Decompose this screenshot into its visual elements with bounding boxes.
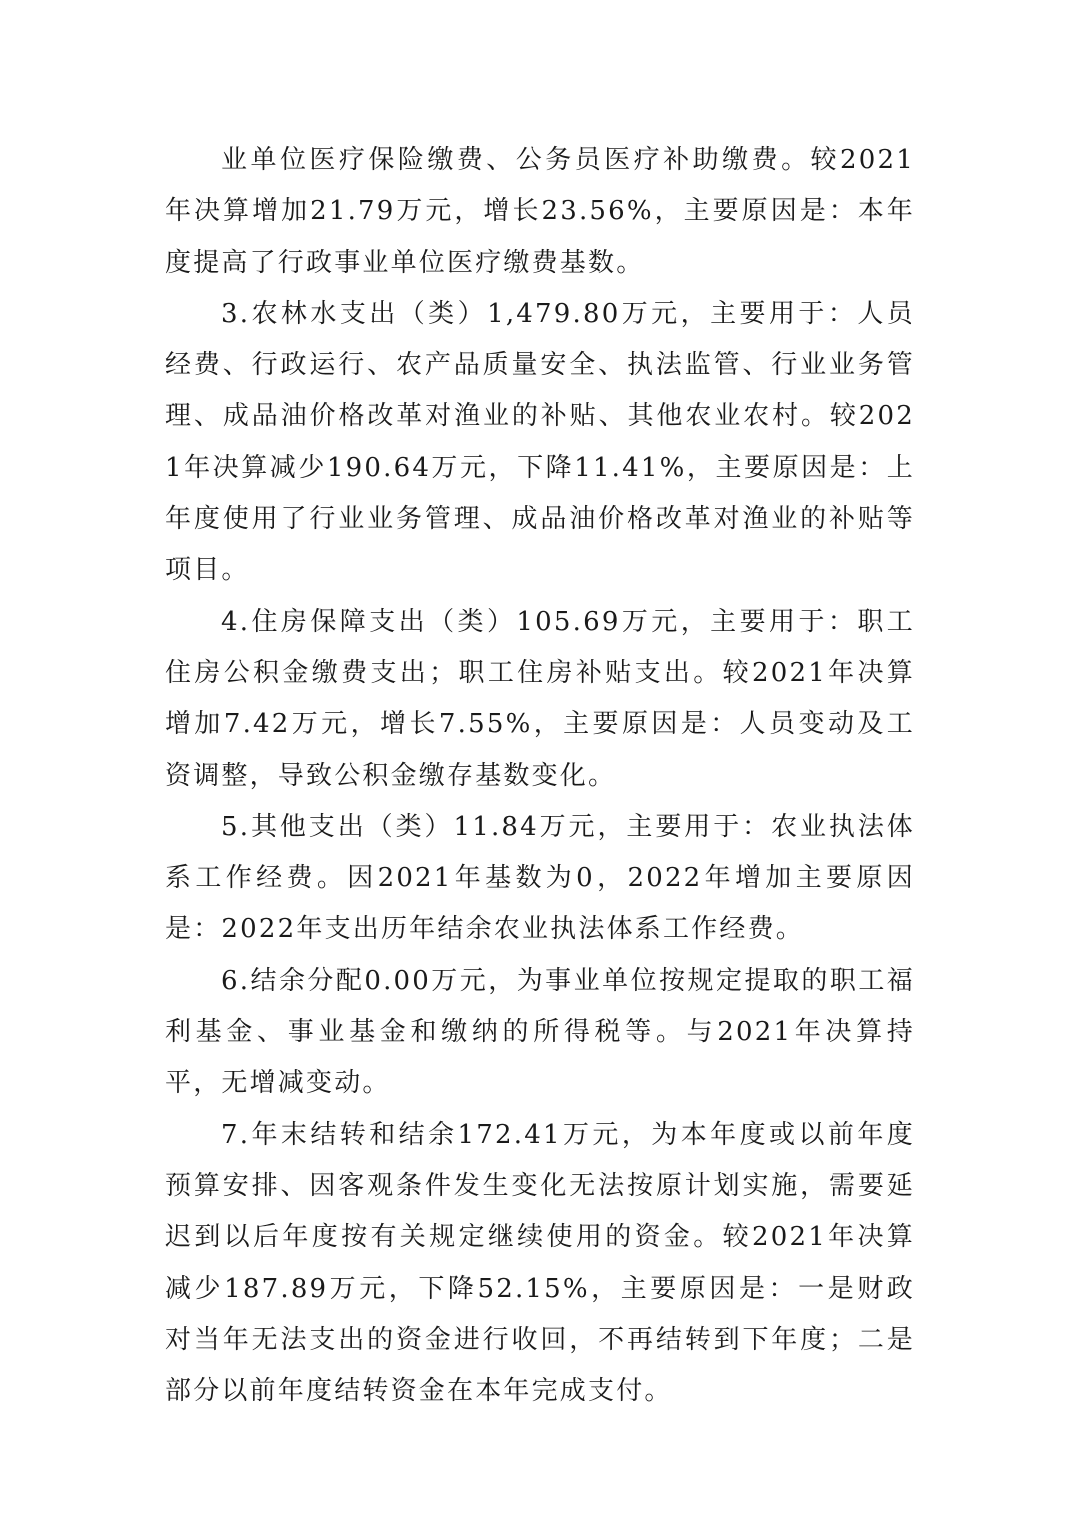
- paragraph-year-end-balance: 7.年末结转和结余172.41万元，为本年度或以前年度预算安排、因客观条件发生变化无法按原计划实施，需要延迟到以后年度按有关规定继续使用的资金。较2021年决算减少187.89万元，下降52.15%，主要原因是：一是财政对当年无法支出的资金进行收回，不再结转到下年度；二是部分以前年度结转资金在本年完成支付。: [165, 1119, 915, 1407]
- paragraph-other-expenditure: 5.其他支出（类）11.84万元，主要用于：农业执法体系工作经费。因2021年基数为0，2022年增加主要原因是：2022年支出历年结余农业执法体系工作经费。: [165, 811, 915, 945]
- paragraph-medical-insurance: 业单位医疗保险缴费、公务员医疗补助缴费。较2021年决算增加21.79万元，增长23.56%，主要原因是：本年度提高了行政事业单位医疗缴费基数。: [165, 145, 915, 278]
- paragraph-housing-security: 4.住房保障支出（类）105.69万元，主要用于：职工住房公积金缴费支出；职工住房补贴支出。较2021年决算增加7.42万元，增长7.55%，主要原因是：人员变动及工资调整，导致公积金缴存基数变化。: [165, 606, 915, 791]
- paragraph-surplus-distribution: 6.结余分配0.00万元，为事业单位按规定提取的职工福利基金、事业基金和缴纳的所得税等。与2021年决算持平，无增减变动。: [165, 965, 915, 1099]
- document-body: [165, 135, 915, 1417]
- paragraph-agriculture-forestry-water: 3.农林水支出（类）1,479.80万元，主要用于：人员经费、行政运行、农产品质量安全、执法监管、行业业务管理、成品油价格改革对渔业的补贴、其他农业农村。较2021年决算减少190.64万元，下降11.41%，主要原因是：上年度使用了行业业务管理、成品油价格改革对渔业的补贴等项目。: [165, 298, 915, 586]
